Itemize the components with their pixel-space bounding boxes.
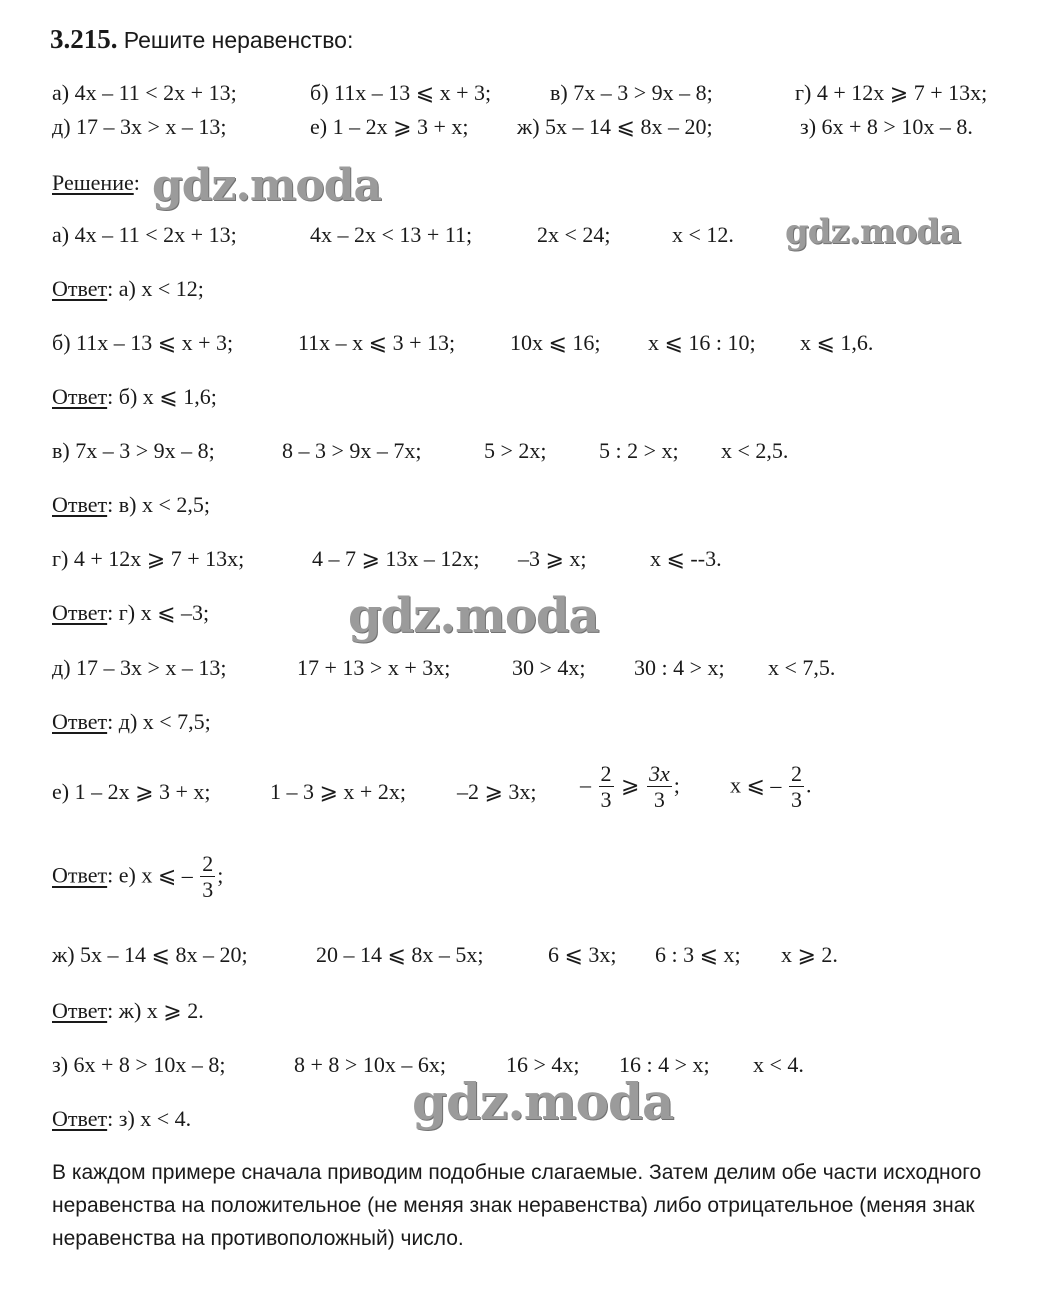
problem-b: б) 11x – 13 ⩽ x + 3; xyxy=(310,80,492,105)
fraction-three-x-thirds: $\frac{3x}{3}$ xyxy=(648,761,670,812)
answer-e: Ответ: е) x ⩽ – $\frac{2}{3}$ ; xyxy=(52,851,224,902)
watermark-1: gdz.moda xyxy=(152,160,382,211)
answer-v: Ответ: в) x < 2,5; xyxy=(52,492,210,517)
problem-d: д) 17 – 3x > x – 13; xyxy=(52,114,227,139)
watermark-2: gdz.moda xyxy=(785,212,961,252)
solution-z: з) 6x + 8 > 10x – 8; 8 + 8 > 10x – 6x; 16 > 4x; 16 : 4 > x; x < 4. xyxy=(52,1052,804,1077)
exercise-header xyxy=(50,24,353,55)
answer-z: Ответ: з) x < 4. xyxy=(52,1106,192,1131)
problem-g: г) 4 + 12x ⩾ 7 + 13x; xyxy=(795,80,988,105)
solution-b: б) 11x – 13 ⩽ x + 3; 11x – x ⩽ 3 + 13; 10x ⩽ 16; x ⩽ 16 : 10; x ⩽ 1,6. xyxy=(52,330,874,355)
problem-e: е) 1 – 2x ⩾ 3 + x; xyxy=(310,114,469,139)
solution-label: Решение: xyxy=(52,170,140,195)
watermark-3: gdz.moda xyxy=(348,588,599,644)
exercise-number: 3.215. xyxy=(50,24,118,54)
watermark-4: gdz.moda xyxy=(412,1072,674,1131)
solution-zh: ж) 5x – 14 ⩽ 8x – 20; 20 – 14 ⩽ 8x – 5x; 6 ⩽ 3x; 6 : 3 ⩽ x; x ⩾ 2. xyxy=(52,942,838,967)
exercise-title: Решите неравенство: xyxy=(123,27,354,53)
fraction-minus-two-thirds: $\frac{2}{3}$ xyxy=(600,761,612,812)
solution-g: г) 4 + 12x ⩾ 7 + 13x; 4 – 7 ⩾ 13x – 12x; –3 ⩾ x; x ⩽ --3. xyxy=(52,546,722,571)
solution-v: в) 7x – 3 > 9x – 8; 8 – 3 > 9x – 7x; 5 > 2x; 5 : 2 > x; x < 2,5. xyxy=(52,438,789,463)
answer-d: Ответ: д) x < 7,5; xyxy=(52,709,211,734)
answer-zh: Ответ: ж) x ⩾ 2. xyxy=(52,998,204,1023)
answer-a: Ответ: а) x < 12; xyxy=(52,276,204,301)
problem-a: а) 4x – 11 < 2x + 13; xyxy=(52,80,237,105)
answer-b: Ответ: б) x ⩽ 1,6; xyxy=(52,384,217,409)
explanation-paragraph: В каждом примере сначала приводим подобные слагаемые. Затем делим обе части исходного неравенства на положительное (не меняя знак неравенства) либо отрицательное (меняя знак неравенства на противоположный) число. xyxy=(52,1161,982,1250)
fraction-two-thirds: $\frac{2}{3}$ xyxy=(790,761,802,812)
problem-v: в) 7x – 3 > 9x – 8; xyxy=(550,80,713,105)
problem-z: з) 6x + 8 > 10x – 8. xyxy=(800,114,973,139)
problem-zh: ж) 5x – 14 ⩽ 8x – 20; xyxy=(517,114,713,139)
solution-d: д) 17 – 3x > x – 13; 17 + 13 > x + 3x; 30 > 4x; 30 : 4 > x; x < 7,5. xyxy=(52,655,836,680)
solution-a: а) 4x – 11 < 2x + 13; 4x – 2x < 13 + 11; 2x < 24; x < 12. xyxy=(52,222,734,247)
answer-g: Ответ: г) x ⩽ –3; xyxy=(52,600,210,625)
answer-fraction-two-thirds: $\frac{2}{3}$ xyxy=(202,851,214,902)
